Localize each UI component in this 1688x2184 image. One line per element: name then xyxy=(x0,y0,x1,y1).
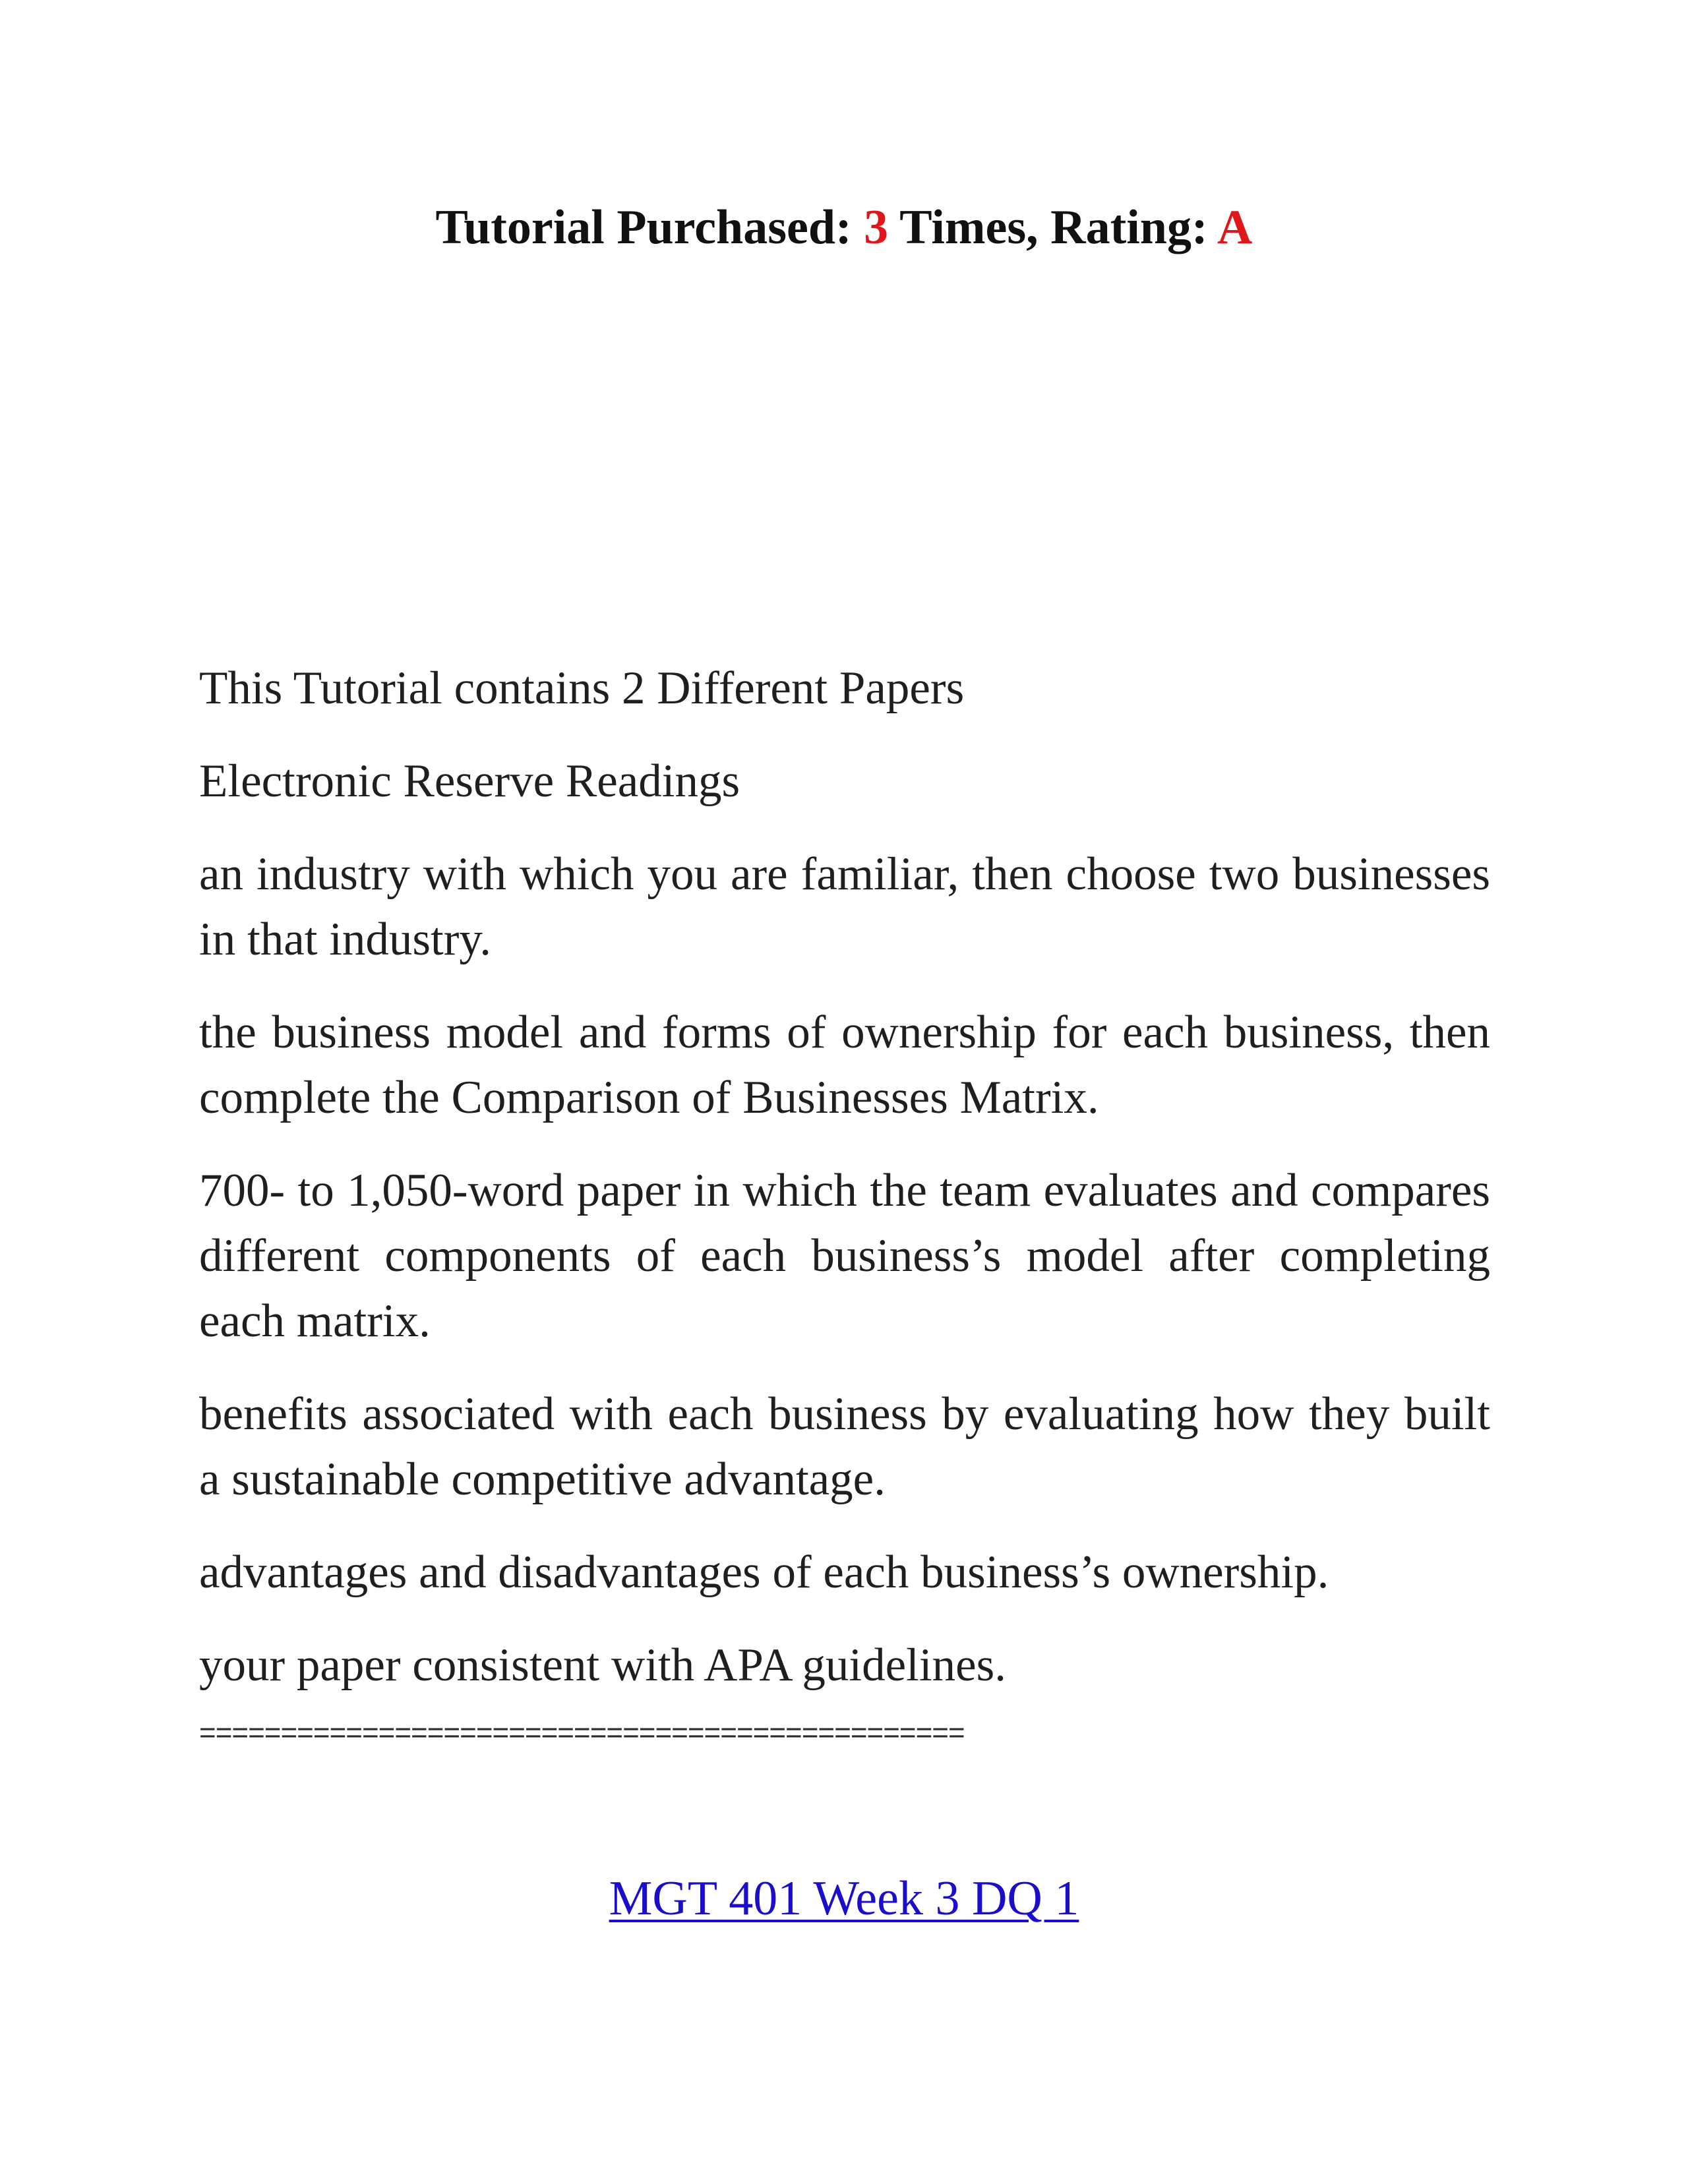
purchase-summary-heading xyxy=(0,194,1688,260)
paragraph-readings: Electronic Reserve Readings xyxy=(199,755,740,807)
paragraph-benefits: benefits associated with each business by evaluating how they built a sustainable competitive advantage. xyxy=(199,1388,1490,1505)
paragraph-industry: an industry with which you are familiar, then choose two businesses in that industry. xyxy=(199,848,1490,965)
paragraph-business-model: the business model and forms of ownership for each business, then complete the Comparison of Businesses Matrix. xyxy=(199,1007,1490,1123)
purchase-count: 3 xyxy=(864,200,889,254)
tutorial-description xyxy=(199,656,1490,1750)
section-divider: =============================================== xyxy=(199,1717,965,1749)
next-tutorial-link-row xyxy=(0,1866,1688,1932)
paragraph-papers-count: This Tutorial contains 2 Different Papers xyxy=(199,663,965,714)
heading-prefix: Tutorial Purchased: xyxy=(435,200,864,254)
rating-value: A xyxy=(1217,200,1253,254)
heading-middle: Times, Rating: xyxy=(888,200,1218,254)
mgt-401-week-3-dq-1-link[interactable]: MGT 401 Week 3 DQ 1 xyxy=(609,1872,1079,1926)
paragraph-advantages: advantages and disadvantages of each business’s ownership. xyxy=(199,1547,1329,1598)
paragraph-word-count: 700- to 1,050-word paper in which the team evaluates and compares different components of each business’s model after completing each matrix. xyxy=(199,1165,1490,1347)
paragraph-apa: your paper consistent with APA guidelines. xyxy=(199,1639,1007,1691)
